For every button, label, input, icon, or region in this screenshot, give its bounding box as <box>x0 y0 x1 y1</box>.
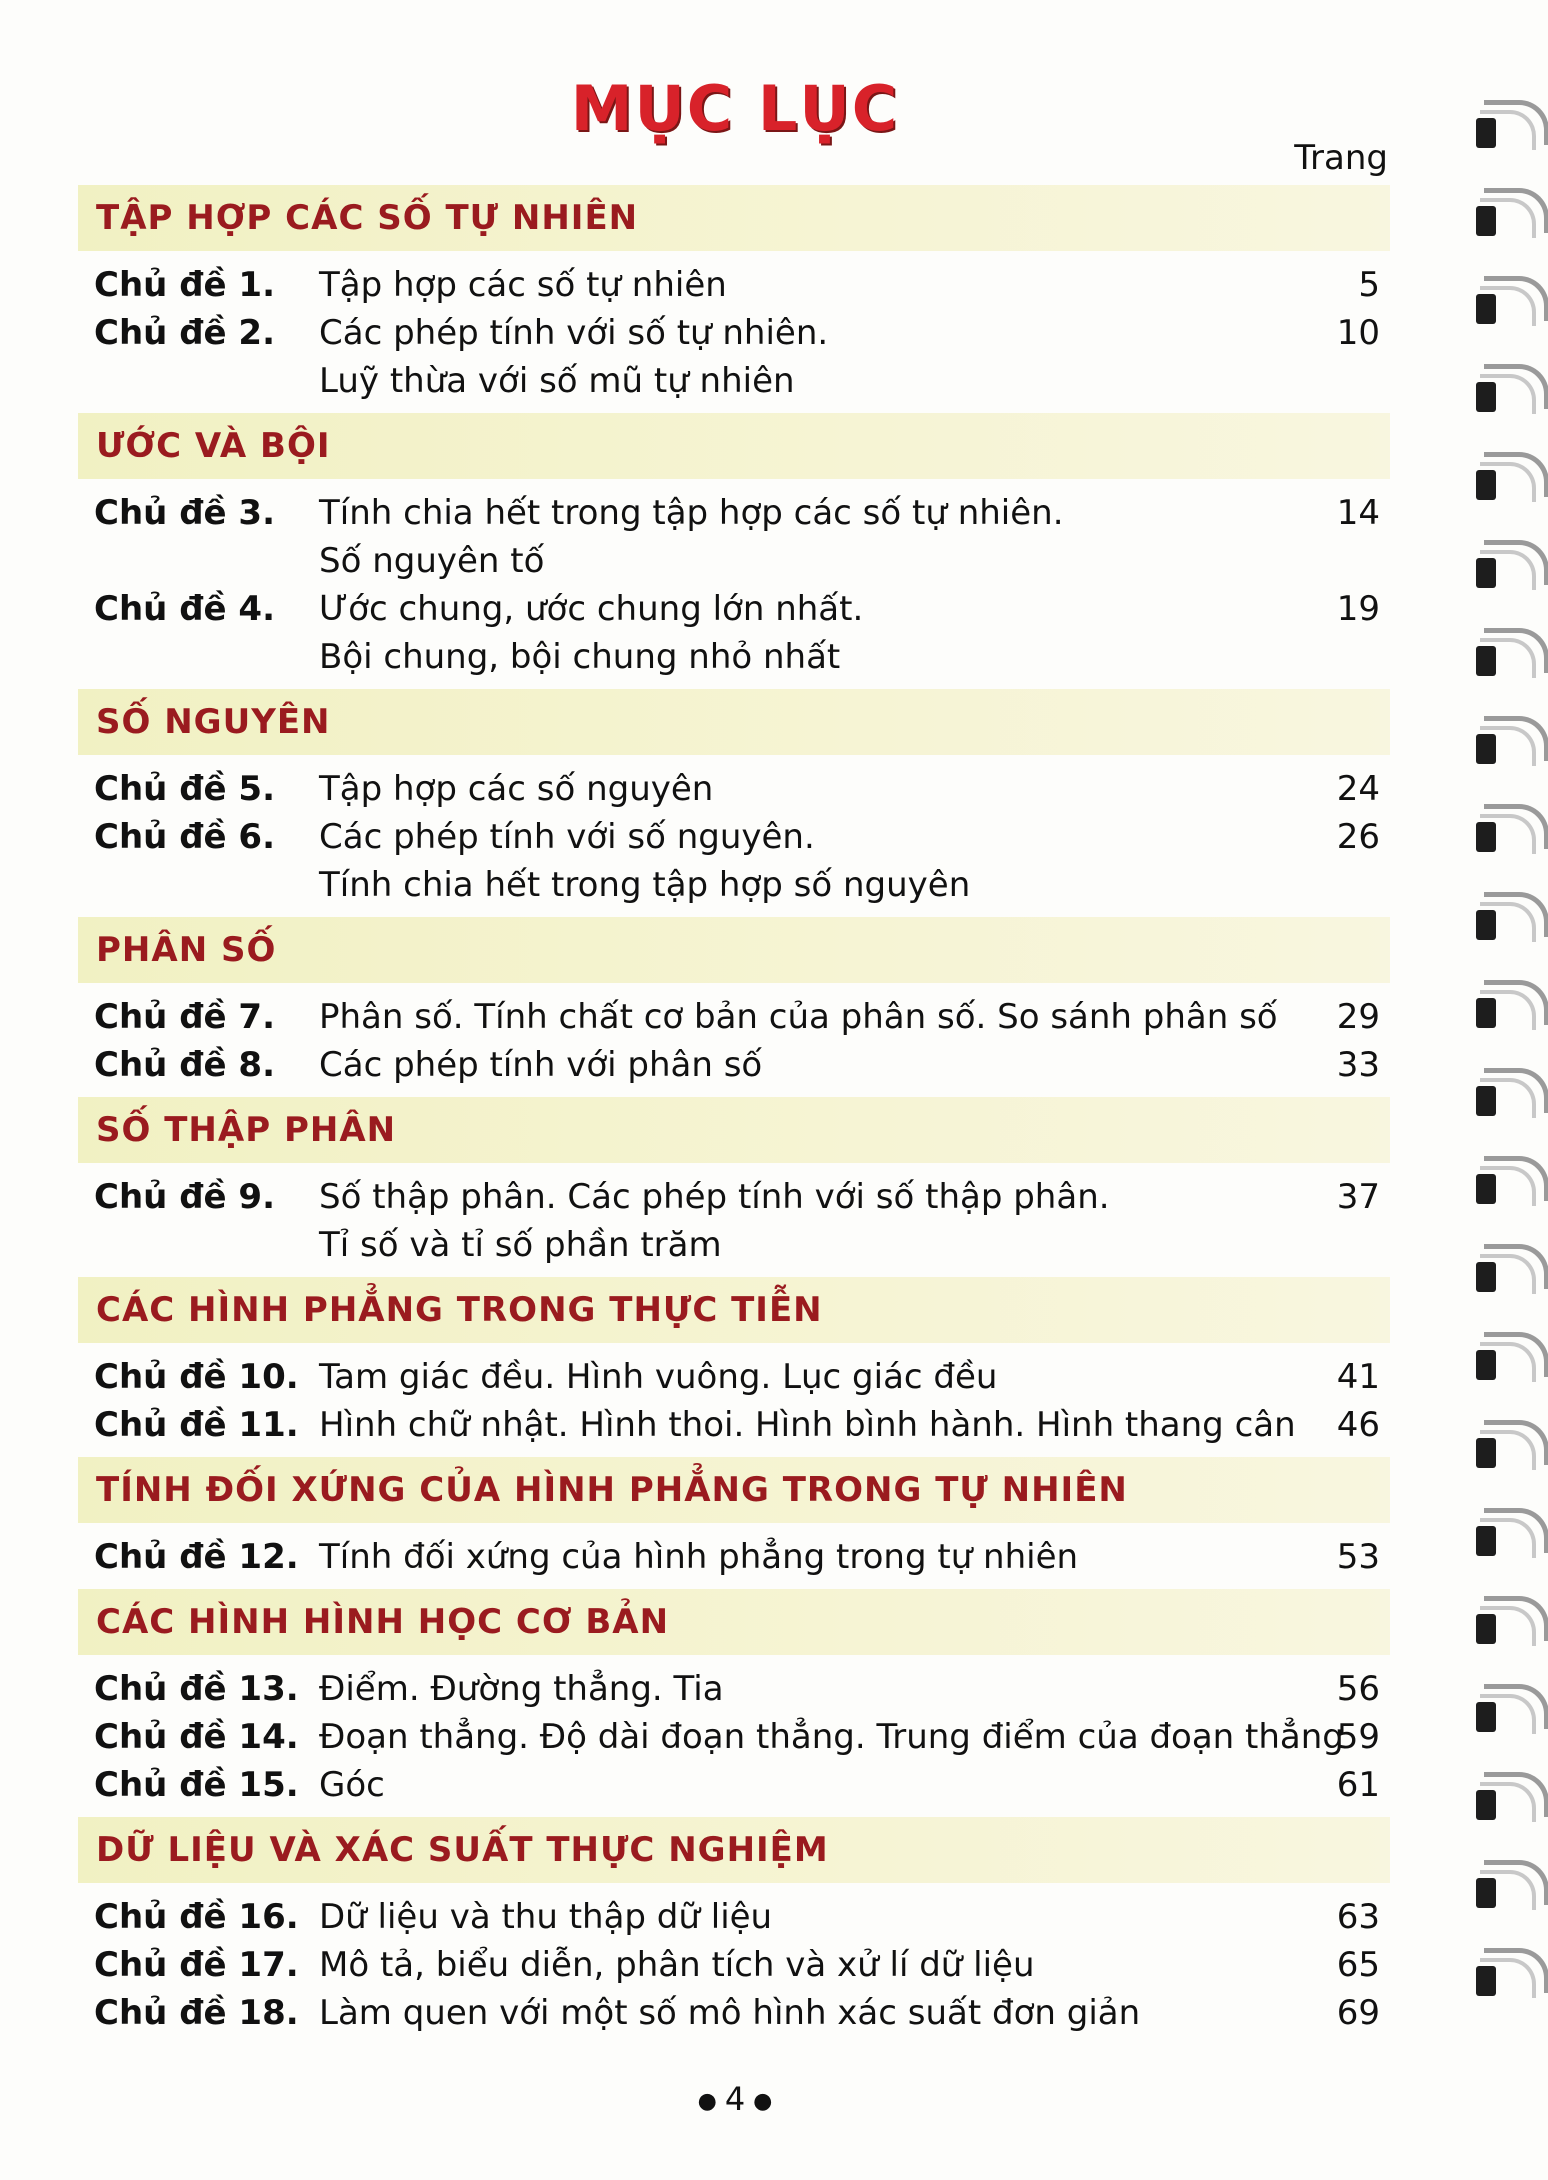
section-heading: ƯỚC VÀ BỘI <box>78 413 1390 479</box>
topic-title <box>319 813 1390 909</box>
topic-title-line: Tập hợp các số tự nhiên <box>319 265 727 305</box>
toc-section <box>78 1097 1390 1277</box>
page-number: 29 <box>1336 997 1380 1037</box>
topic-title <box>319 261 1390 309</box>
page-number: 26 <box>1336 817 1380 857</box>
topic-label: Chủ đề 6. <box>94 817 276 857</box>
topic-label: Chủ đề 13. <box>94 1669 299 1709</box>
page-number: 65 <box>1336 1945 1380 1985</box>
table-of-contents <box>78 185 1390 2045</box>
topic-title-line: Phân số. Tính chất cơ bản của phân số. So sánh phân số <box>319 997 1278 1037</box>
section-heading: PHÂN SỐ <box>78 917 1390 983</box>
topic-label: Chủ đề 11. <box>94 1405 299 1445</box>
topic-title <box>319 1989 1390 2037</box>
spiral-ring-icon <box>1470 980 1542 1038</box>
spiral-ring-icon <box>1470 364 1542 422</box>
page-number: 5 <box>1358 265 1380 305</box>
toc-entry <box>78 1533 1390 1581</box>
section-heading: TÍNH ĐỐI XỨNG CỦA HÌNH PHẲNG TRONG TỰ NHIÊN <box>78 1457 1390 1523</box>
topic-title <box>319 1893 1390 1941</box>
topic-title-line: Tính chia hết trong tập hợp các số tự nhiên. <box>319 493 1064 533</box>
spiral-ring-icon <box>1470 1508 1542 1566</box>
topic-title-line: Mô tả, biểu diễn, phân tích và xử lí dữ liệu <box>319 1945 1035 1985</box>
topic-label: Chủ đề 18. <box>94 1993 299 2033</box>
topic-title-line: Hình chữ nhật. Hình thoi. Hình bình hành. Hình thang cân <box>319 1405 1296 1445</box>
toc-entry <box>78 309 1390 405</box>
section-heading: CÁC HÌNH HÌNH HỌC CƠ BẢN <box>78 1589 1390 1655</box>
section-entries <box>78 755 1390 917</box>
spiral-binding <box>1458 100 1548 2080</box>
topic-title-line: Bội chung, bội chung nhỏ nhất <box>319 637 841 677</box>
topic-title-line: Làm quen với một số mô hình xác suất đơn giản <box>319 1993 1141 2033</box>
page-number: 59 <box>1336 1717 1380 1757</box>
page-title: MỤC LỤC <box>570 72 900 145</box>
page-number: 69 <box>1336 1993 1380 2033</box>
topic-title <box>319 1041 1390 1089</box>
topic-title <box>319 1533 1390 1581</box>
page-number: 24 <box>1336 769 1380 809</box>
topic-title-line: Ước chung, ước chung lớn nhất. <box>319 589 864 629</box>
topic-title-line: Luỹ thừa với số mũ tự nhiên <box>319 361 795 401</box>
section-heading: TẬP HỢP CÁC SỐ TỰ NHIÊN <box>78 185 1390 251</box>
topic-title-line: Số nguyên tố <box>319 541 545 581</box>
toc-entry <box>78 1353 1390 1401</box>
topic-title-line: Tam giác đều. Hình vuông. Lục giác đều <box>319 1357 998 1397</box>
spiral-ring-icon <box>1470 1420 1542 1478</box>
section-entries <box>78 479 1390 689</box>
spiral-ring-icon <box>1470 1948 1542 2006</box>
toc-entry <box>78 1893 1390 1941</box>
topic-label: Chủ đề 17. <box>94 1945 299 1985</box>
section-heading: DỮ LIỆU VÀ XÁC SUẤT THỰC NGHIỆM <box>78 1817 1390 1883</box>
toc-section <box>78 1277 1390 1457</box>
topic-label: Chủ đề 9. <box>94 1177 276 1217</box>
topic-title <box>319 309 1390 405</box>
topic-label: Chủ đề 15. <box>94 1765 299 1805</box>
topic-label: Chủ đề 7. <box>94 997 276 1037</box>
topic-label: Chủ đề 12. <box>94 1537 299 1577</box>
topic-title <box>319 1665 1390 1713</box>
topic-title-line: Tính đối xứng của hình phẳng trong tự nhiên <box>319 1537 1079 1577</box>
spiral-ring-icon <box>1470 804 1542 862</box>
toc-entry <box>78 765 1390 813</box>
topic-title-line: Các phép tính với phân số <box>319 1045 763 1085</box>
bullet-icon: ● <box>697 2088 717 2114</box>
spiral-ring-icon <box>1470 100 1542 158</box>
topic-title-line: Đoạn thẳng. Độ dài đoạn thẳng. Trung điểm của đoạn thẳng <box>319 1717 1344 1757</box>
topic-title-line: Các phép tính với số nguyên. <box>319 817 815 857</box>
toc-entry <box>78 1173 1390 1269</box>
page-number: 10 <box>1336 313 1380 353</box>
spiral-ring-icon <box>1470 1244 1542 1302</box>
topic-title <box>319 1713 1434 1761</box>
topic-title <box>319 1173 1390 1269</box>
topic-title <box>319 1353 1390 1401</box>
spiral-ring-icon <box>1470 628 1542 686</box>
page-number: 14 <box>1336 493 1380 533</box>
spiral-ring-icon <box>1470 1860 1542 1918</box>
toc-entry <box>78 585 1390 681</box>
toc-entry <box>78 1989 1390 2037</box>
page-number: 41 <box>1336 1357 1380 1397</box>
bullet-icon: ● <box>753 2088 773 2114</box>
topic-label: Chủ đề 8. <box>94 1045 276 1085</box>
section-entries <box>78 1343 1390 1457</box>
toc-entry <box>78 1761 1390 1809</box>
page-number: 33 <box>1336 1045 1380 1085</box>
toc-entry <box>78 489 1390 585</box>
topic-title <box>319 1761 1390 1809</box>
toc-entry <box>78 1041 1390 1089</box>
section-entries <box>78 1655 1390 1817</box>
page-number: 46 <box>1336 1405 1380 1445</box>
toc-section <box>78 1589 1390 1817</box>
toc-entry <box>78 813 1390 909</box>
spiral-ring-icon <box>1470 1332 1542 1390</box>
topic-title-line: Dữ liệu và thu thập dữ liệu <box>319 1897 773 1937</box>
page-number: 56 <box>1336 1669 1380 1709</box>
topic-title-line: Tập hợp các số nguyên <box>319 769 714 809</box>
page-number: 19 <box>1336 589 1380 629</box>
spiral-ring-icon <box>1470 188 1542 246</box>
topic-title-line: Góc <box>319 1765 385 1805</box>
topic-title-line: Điểm. Đường thẳng. Tia <box>319 1669 724 1709</box>
topic-title-line: Tính chia hết trong tập hợp số nguyên <box>319 865 971 905</box>
section-entries <box>78 983 1390 1097</box>
toc-entry <box>78 261 1390 309</box>
topic-label: Chủ đề 1. <box>94 265 276 305</box>
page-number: 63 <box>1336 1897 1380 1937</box>
footer-page-number: 4 <box>724 2080 746 2118</box>
topic-title <box>319 585 1390 681</box>
spiral-ring-icon <box>1470 1684 1542 1742</box>
topic-title <box>319 1401 1390 1449</box>
toc-section <box>78 689 1390 917</box>
spiral-ring-icon <box>1470 1772 1542 1830</box>
toc-entry <box>78 1941 1390 1989</box>
topic-title <box>319 489 1390 585</box>
topic-title-line: Số thập phân. Các phép tính với số thập phân. <box>319 1177 1110 1217</box>
toc-entry <box>78 1401 1390 1449</box>
section-heading: CÁC HÌNH PHẲNG TRONG THỰC TIỄN <box>78 1277 1390 1343</box>
section-entries <box>78 251 1390 413</box>
spiral-ring-icon <box>1470 892 1542 950</box>
spiral-ring-icon <box>1470 276 1542 334</box>
topic-label: Chủ đề 16. <box>94 1897 299 1937</box>
topic-title <box>319 1941 1390 1989</box>
topic-title <box>319 765 1390 813</box>
page-number: 61 <box>1336 1765 1380 1805</box>
toc-section <box>78 185 1390 413</box>
topic-label: Chủ đề 10. <box>94 1357 299 1397</box>
toc-entry <box>78 993 1390 1041</box>
section-entries <box>78 1163 1390 1277</box>
spiral-ring-icon <box>1470 1068 1542 1126</box>
topic-label: Chủ đề 5. <box>94 769 276 809</box>
page-number: 53 <box>1336 1537 1380 1577</box>
topic-label: Chủ đề 14. <box>94 1717 299 1757</box>
page-footer <box>0 2080 1470 2118</box>
toc-section <box>78 1817 1390 2045</box>
topic-label: Chủ đề 3. <box>94 493 276 533</box>
topic-title <box>319 993 1390 1041</box>
section-entries <box>78 1523 1390 1589</box>
topic-label: Chủ đề 4. <box>94 589 276 629</box>
section-heading: SỐ NGUYÊN <box>78 689 1390 755</box>
topic-title-line: Tỉ số và tỉ số phần trăm <box>319 1225 722 1265</box>
topic-label: Chủ đề 2. <box>94 313 276 353</box>
toc-entry <box>78 1665 1390 1713</box>
toc-section <box>78 917 1390 1097</box>
section-entries <box>78 1883 1390 2045</box>
spiral-ring-icon <box>1470 1156 1542 1214</box>
page-column-label: Trang <box>1294 138 1388 178</box>
spiral-ring-icon <box>1470 716 1542 774</box>
toc-entry <box>78 1713 1390 1761</box>
toc-section <box>78 1457 1390 1589</box>
spiral-ring-icon <box>1470 452 1542 510</box>
topic-title-line: Các phép tính với số tự nhiên. <box>319 313 829 353</box>
spiral-ring-icon <box>1470 1596 1542 1654</box>
spiral-ring-icon <box>1470 540 1542 598</box>
section-heading: SỐ THẬP PHÂN <box>78 1097 1390 1163</box>
toc-section <box>78 413 1390 689</box>
page-number: 37 <box>1336 1177 1380 1217</box>
